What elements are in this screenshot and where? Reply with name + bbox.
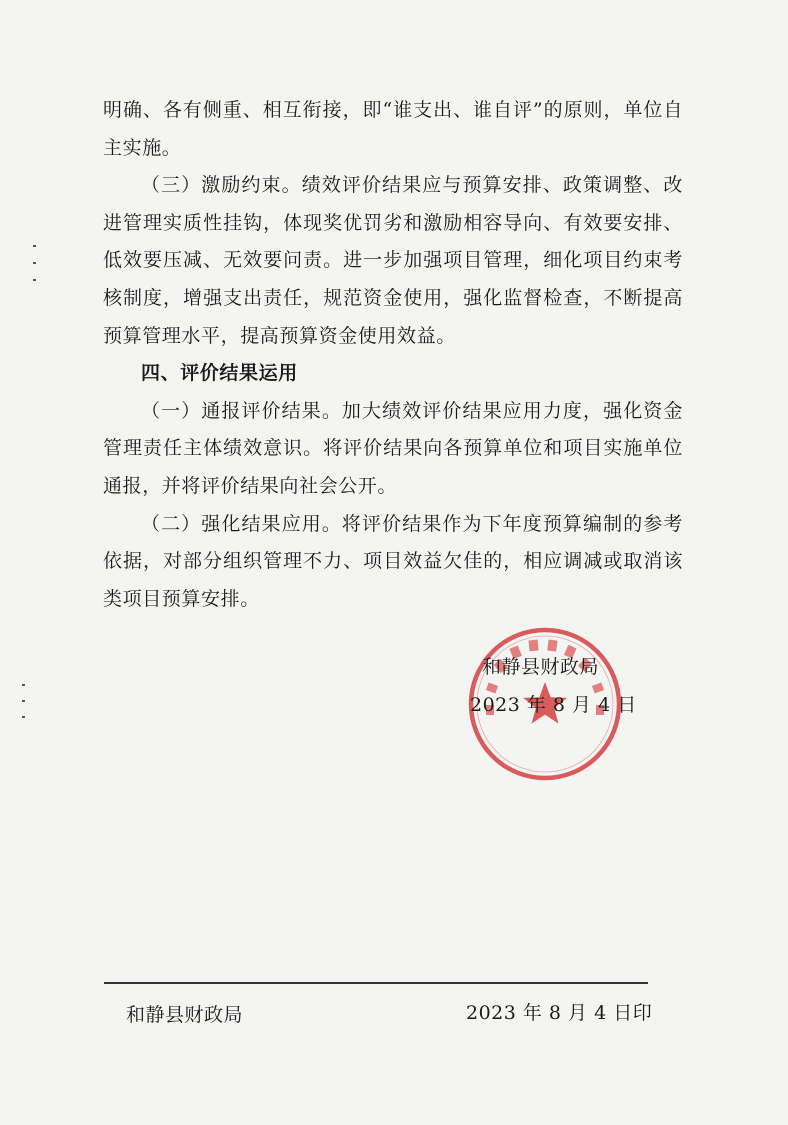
- footer-divider: [104, 982, 648, 984]
- margin-mark: [22, 716, 25, 718]
- paragraph-continued: 明确、各有侧重、相互衔接，即“谁支出、谁自评”的原则，单位自主实施。: [103, 99, 683, 159]
- margin-mark: [22, 700, 25, 702]
- footer-print-date: 2023 年 8 月 4 日印: [466, 1002, 653, 1024]
- signature-date: 2023 年 8 月 4 日: [470, 694, 637, 716]
- margin-mark: [33, 262, 36, 264]
- paragraph-incentive-constraint: （三）激励约束。绩效评价结果应与预算安排、政策调整、改进管理实质性挂钩，体现奖优罚劣和激励相容导向、有效要安排、低效要压减、无效要问责。进一步加强项目管理，细化项目约束考核制度，增强支出责任，规范资金使用，强化监督检查，不断提高预算管理水平，提高预算资金使用效益。: [103, 174, 683, 347]
- footer-org: 和静县财政局: [126, 1004, 244, 1026]
- margin-mark: [33, 245, 36, 247]
- margin-mark: [22, 684, 25, 686]
- body-text: [103, 92, 683, 618]
- signature-org: 和静县财政局: [482, 656, 600, 678]
- margin-mark: [33, 279, 36, 281]
- paragraph-report-results: （一）通报评价结果。加大绩效评价结果应用力度，强化资金管理责任主体绩效意识。将评价结果向各预算单位和项目实施单位通报，并将评价结果向社会公开。: [103, 399, 683, 497]
- section-heading: 四、评价结果运用: [141, 362, 298, 385]
- paragraph-apply-results: （二）强化结果应用。将评价结果作为下年度预算编制的参考依据，对部分组织管理不力、项目效益欠佳的，相应调减或取消该类项目预算安排。: [103, 512, 683, 610]
